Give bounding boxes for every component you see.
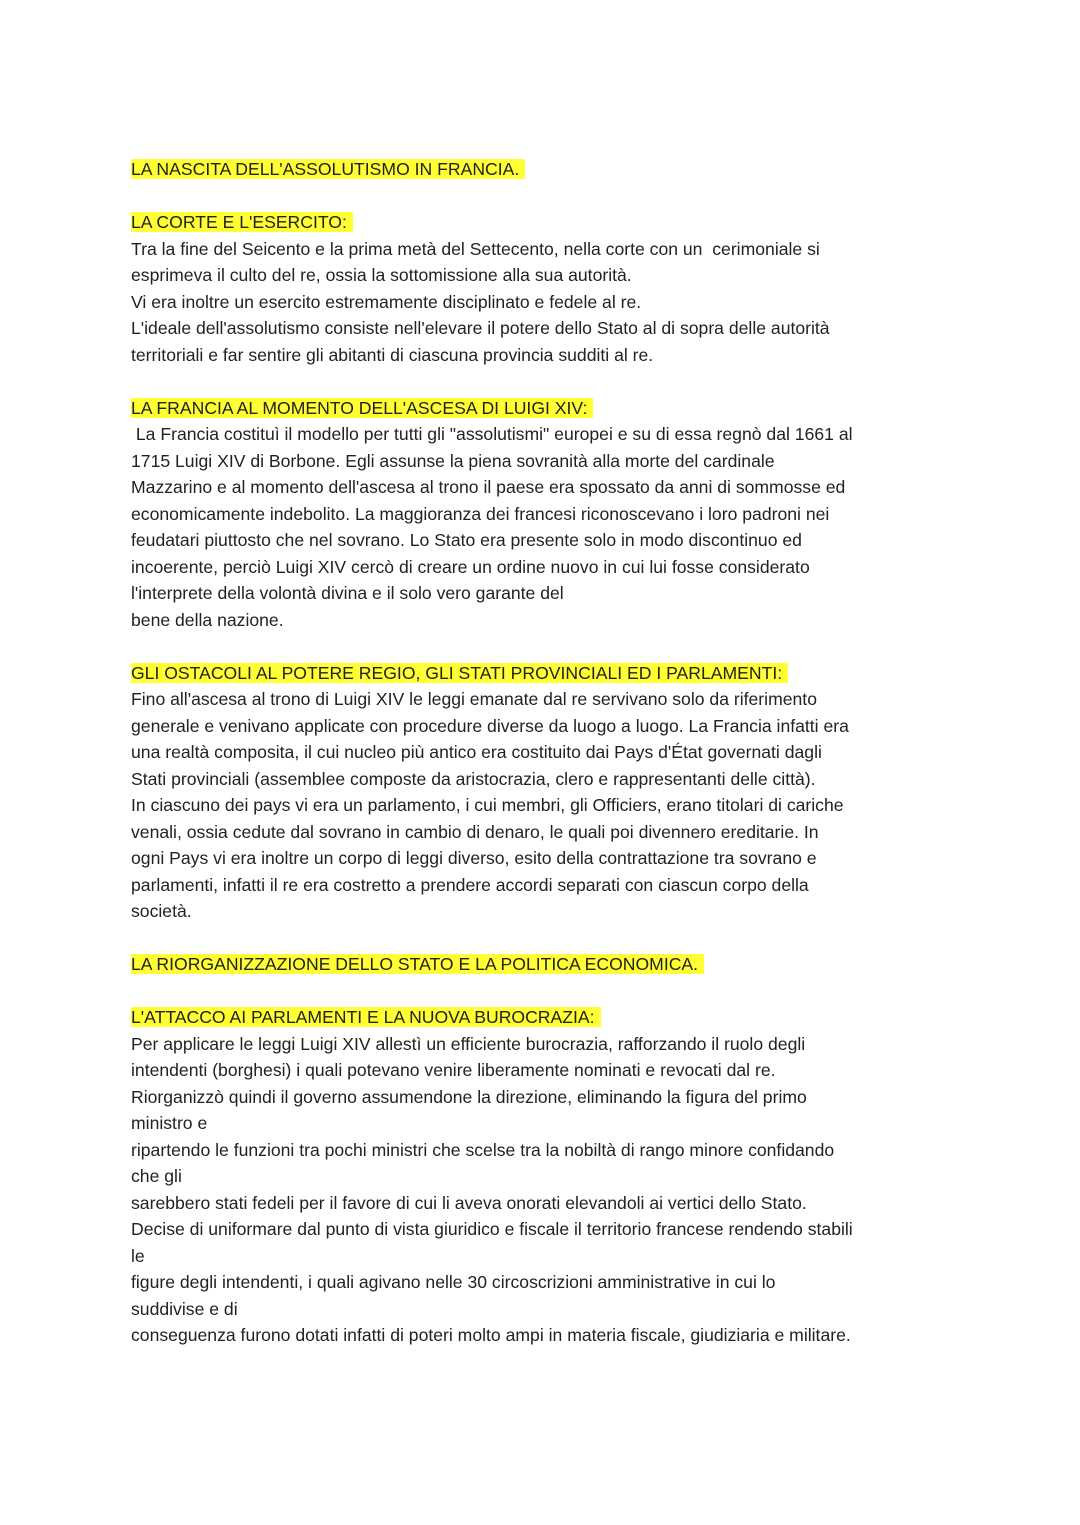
highlighted-heading-text: LA NASCITA DELL'ASSOLUTISMO IN FRANCIA.: [131, 159, 525, 179]
section-heading: [131, 156, 961, 183]
highlighted-heading-text: LA FRANCIA AL MOMENTO DELL'ASCESA DI LUIGI XIV:: [131, 398, 593, 418]
highlighted-heading-text: LA RIORGANIZZAZIONE DELLO STATO E LA POLITICA ECONOMICA.: [131, 954, 704, 974]
body-text-line: feudatari piuttosto che nel sovrano. Lo Stato era presente solo in modo discontinuo ed: [131, 530, 802, 550]
body-text-line: Vi era inoltre un esercito estremamente disciplinato e fedele al re.: [131, 291, 642, 312]
body-text-line: suddivise e di: [131, 1298, 238, 1319]
body-text-line: sarebbero stati fedeli per il favore di cui li aveva onorati elevandoli ai vertici dello Stato.: [131, 1192, 807, 1213]
body-text-line: che gli: [131, 1166, 182, 1186]
body-text-line: La Francia costituì il modello per tutti gli "assolutismi" europei e su di essa regnò dal 1661 al: [131, 424, 853, 444]
body-text-line: venali, ossia cedute dal sovrano in cambio di denaro, le quali poi divennero ereditarie. In: [131, 821, 819, 842]
paragraph-gap: [131, 978, 961, 1005]
body-text-line: Mazzarino e al momento dell'ascesa al trono il paese era spossato da anni di sommosse ed: [131, 477, 846, 497]
body-text-line: generale e venivano applicate con procedure diverse da luogo a luogo. La Francia infatti era: [131, 715, 849, 736]
body-text-line: 1715 Luigi XIV di Borbone. Egli assunse la piena sovranità alla morte del cardinale: [131, 450, 775, 471]
body-text-line: esprimeva il culto del re, ossia la sottomissione alla sua autorità.: [131, 265, 632, 285]
body-text-line: una realtà composita, il cui nucleo più antico era costituito dai Pays d'État governati dagli: [131, 742, 822, 762]
body-text-line: Fino all'ascesa al trono di Luigi XIV le leggi emanate dal re servivano solo da riferimento: [131, 689, 817, 709]
section-heading: [131, 1004, 961, 1031]
body-text-line: Stati provinciali (assemblee composte da aristocrazia, clero e rappresentanti delle città).: [131, 768, 816, 789]
section-heading: [131, 951, 961, 978]
body-text-line: l'interprete della volontà divina e il solo vero garante del: [131, 583, 564, 603]
body-text-line: incoerente, perciò Luigi XIV cercò di creare un ordine nuovo in cui lui fosse considerato: [131, 556, 810, 577]
highlighted-heading-text: GLI OSTACOLI AL POTERE REGIO, GLI STATI PROVINCIALI ED I PARLAMENTI:: [131, 663, 788, 683]
highlighted-heading-text: LA CORTE E L'ESERCITO:: [131, 212, 353, 232]
paragraph-gap: [131, 925, 961, 952]
body-text-line: territoriali e far sentire gli abitanti di ciascuna provincia sudditi al re.: [131, 344, 654, 365]
paragraph-gap: [131, 183, 961, 210]
body-text-line: L'ideale dell'assolutismo consiste nell'elevare il potere dello Stato al di sopra delle autorità: [131, 318, 830, 338]
body-text-line: ogni Pays vi era inoltre un corpo di leggi diverso, esito della contrattazione tra sovrano e: [131, 848, 817, 868]
paragraph-gap: [131, 368, 961, 395]
body-text-line: Per applicare le leggi Luigi XIV allestì un efficiente burocrazia, rafforzando il ruolo degli: [131, 1033, 806, 1054]
body-text-line: ripartendo le funzioni tra pochi ministri che scelse tra la nobiltà di rango minore confidando: [131, 1139, 835, 1160]
body-text-line: Riorganizzò quindi il governo assumendone la direzione, eliminando la figura del primo: [131, 1086, 807, 1107]
paragraph-gap: [131, 633, 961, 660]
document-page: [131, 156, 961, 1349]
highlighted-heading-text: L'ATTACCO AI PARLAMENTI E LA NUOVA BUROCRAZIA:: [131, 1007, 601, 1027]
section-heading: [131, 209, 961, 236]
body-text-line: conseguenza furono dotati infatti di poteri molto ampi in materia fiscale, giudiziaria e militare.: [131, 1325, 851, 1345]
body-text-line: In ciascuno dei pays vi era un parlamento, i cui membri, gli Officiers, erano titolari di cariche: [131, 795, 844, 815]
body-text-line: società.: [131, 901, 192, 921]
body-text-line: le: [131, 1245, 145, 1266]
section-heading: [131, 660, 961, 687]
body-text-line: ministro e: [131, 1113, 208, 1133]
body-text-line: bene della nazione.: [131, 609, 284, 630]
body-text-line: figure degli intendenti, i quali agivano nelle 30 circoscrizioni amministrative in cui lo: [131, 1272, 776, 1292]
body-text-line: economicamente indebolito. La maggioranza dei francesi riconoscevano i loro padroni nei: [131, 503, 830, 524]
body-text-line: parlamenti, infatti il re era costretto a prendere accordi separati con ciascun corpo della: [131, 874, 809, 895]
section-heading: [131, 395, 961, 422]
body-text-line: intendenti (borghesi) i quali potevano venire liberamente nominati e revocati dal re.: [131, 1060, 776, 1080]
body-text-line: Decise di uniformare dal punto di vista giuridico e fiscale il territorio francese rendendo stabili: [131, 1219, 853, 1239]
body-text-line: Tra la fine del Seicento e la prima metà del Settecento, nella corte con un cerimoniale si: [131, 238, 820, 259]
